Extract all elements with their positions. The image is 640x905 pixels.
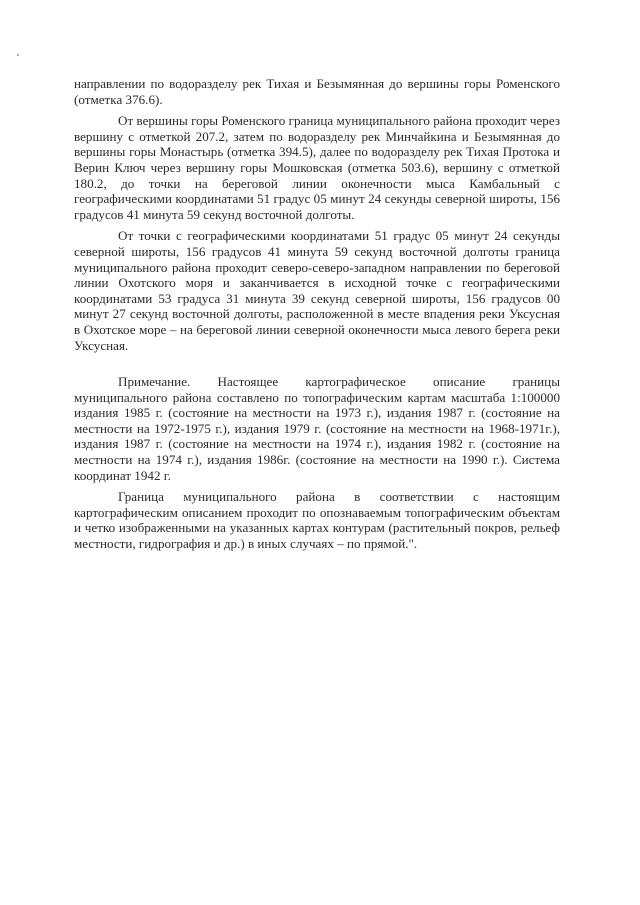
- paragraph-note-boundary: Граница муниципального района в соответствии с настоящим картографическим описанием проходит по опознаваемым топографическим объектам и четко изображенными на указанных картах контурам (растительный покров, рельеф местности, гидрография и др.) в иных случаях – по прямой.".: [74, 489, 560, 552]
- document-body: [74, 76, 560, 558]
- paragraph-continuation: направлении по водоразделу рек Тихая и Безымянная до вершины горы Роменского (отметка 376.6).: [74, 76, 560, 107]
- paragraph-coastline-description: От точки с географическими координатами 51 градус 05 минут 24 секунды северной широты, 156 градусов 41 минута 59 секунд восточной долготы граница муниципального района проходит северо-северо-западном направлении по береговой линии Охотского моря и заканчивается в исходной точке с географическими координатами 53 градуса 31 минута 39 секунд северной широты, 156 градусов 00 минут 27 секунд восточной долготы, расположенной в месте впадения реки Уксусная в Охотское море – на береговой линии северной оконечности мыса левого берега реки Уксусная.: [74, 228, 560, 353]
- paragraph-boundary-description: От вершины горы Роменского граница муниципального района проходит через вершину с отметкой 207.2, затем по водоразделу рек Минчайкина и Безымянная до вершины горы Монастырь (отметка 394.5), далее по водоразделу рек Тихая Протока и Верин Ключ через вершину горы Мошковская (отметка 503.6), вершину с отметкой 180.2, до точки на береговой линии оконечности мыса Камбальный с географическими координатами 51 градус 05 минут 24 секунды северной широты, 156 градусов 41 минута 59 секунд восточной долготы.: [74, 113, 560, 222]
- scan-speck: [17, 54, 19, 56]
- section-gap: [74, 359, 560, 374]
- paragraph-note: Примечание. Настоящее картографическое описание границы муниципального района составлено по топографическим картам масштаба 1:100000 издания 1985 г. (состояние на местности на 1973 г.), издания 1987 г. (состояние на местности на 1972-1975 г.), издания 1979 г. (состояние на местности на 1968-1971г.), издания 1987 г. (состояние на местности на 1974 г.), издания 1982 г. (состояние на местности на 1974 г.), издания 1986г. (состояние на местности на 1990 г.). Система координат 1942 г.: [74, 374, 560, 483]
